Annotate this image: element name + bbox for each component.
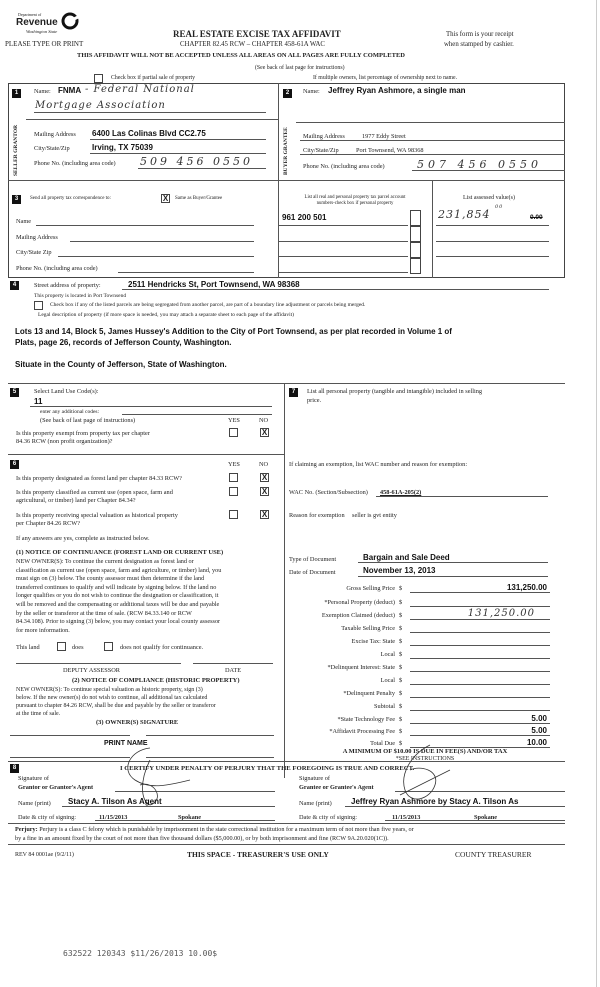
divider (432, 180, 433, 278)
currency-symbol: $ (399, 664, 403, 671)
forest-no-checkbox[interactable]: X (261, 473, 268, 482)
currency-symbol: $ (399, 703, 403, 710)
grantor-signature-label: Signature of (18, 775, 49, 782)
personal-property-checkbox[interactable] (410, 242, 421, 258)
owner-signature-field[interactable] (10, 735, 130, 736)
exempt-question: Is this property exempt from property tax per chapter (16, 430, 150, 437)
doc-type[interactable]: Bargain and Sale Deed (363, 553, 450, 562)
currency-symbol: $ (399, 599, 403, 606)
underline (90, 139, 266, 140)
wac-label: WAC No. (Section/Subsection) (289, 489, 368, 496)
current-use-yes-checkbox[interactable] (229, 487, 238, 496)
partial-sale-checkbox[interactable] (94, 74, 103, 83)
underline (278, 241, 408, 242)
forest-yes-checkbox[interactable] (229, 473, 238, 482)
parcel-header-2: numbers-check box if personal property (316, 201, 394, 206)
underline (300, 154, 565, 155)
additional-codes-label: enter any additional codes: (40, 409, 100, 415)
grantor-date[interactable]: 11/15/2013 (99, 814, 128, 821)
underline (278, 256, 408, 257)
deputy-assessor-label: DEPUTY ASSESSOR (63, 667, 120, 674)
fee-underline (410, 658, 550, 659)
buyer-side-label: BUYER GRANTEE (283, 127, 289, 176)
assessed-header: List assessed value(s) (463, 195, 515, 201)
underline (122, 289, 549, 290)
personal-property-checkbox[interactable] (410, 258, 421, 274)
personal-property-label-2: price. (307, 397, 322, 404)
grantor-name-label: Name (print) (18, 800, 51, 807)
parcel-number[interactable]: 961 200 501 (282, 213, 327, 222)
this-land-label: This land (16, 644, 40, 651)
grantee-city[interactable]: Spokane (474, 814, 498, 821)
section-number: 1 (12, 89, 21, 98)
underline (436, 225, 549, 226)
fee-label: Local (380, 677, 395, 684)
sec3-city-label: City/State Zip (16, 249, 52, 256)
fee-label: Taxable Selling Price (341, 625, 395, 632)
currency-symbol: $ (399, 638, 403, 645)
current-use-question: Is this property classified as current use (open space, farm and (16, 489, 173, 496)
date-label: DATE (225, 667, 242, 674)
property-street[interactable]: 2511 Hendricks St, Port Townsend, WA 98368 (128, 280, 300, 289)
currency-symbol: $ (399, 716, 403, 723)
notice-continuance-title: (1) NOTICE OF CONTINUANCE (FOREST LAND OR CURRENT USE) (16, 549, 224, 556)
does-label: does (72, 644, 84, 651)
assessed-struck-value: 0.00 (530, 214, 543, 221)
fee-label: *Affidavit Processing Fee (329, 728, 395, 735)
warning-text: THIS AFFIDAVIT WILL NOT BE ACCEPTED UNLESS ALL AREAS ON ALL PAGES ARE FULLY COMPLETED (77, 52, 405, 59)
deputy-assessor-signature[interactable] (16, 663, 181, 664)
fee-underline (410, 592, 550, 593)
grantee-signature-label: Signature of (299, 775, 330, 782)
owner-signature-field-2[interactable] (146, 735, 274, 736)
fee-underline (410, 710, 550, 711)
instructions-note: (See back of last page for instructions) (255, 65, 345, 71)
owner-signature-title: (3) OWNER(S) SIGNATURE (96, 719, 179, 726)
divider (296, 122, 565, 123)
page-edge (596, 0, 597, 987)
underline (436, 256, 549, 257)
does-not-label: does not qualify for continuance. (120, 644, 204, 651)
buyer-name-label: Name: (303, 88, 320, 95)
section-number: 3 (12, 195, 21, 204)
fee-underline (410, 632, 550, 633)
see-instructions: *SEE INSTRUCTIONS (395, 756, 455, 762)
sec3-city-field[interactable] (58, 256, 254, 257)
underline (412, 170, 565, 171)
currency-symbol: $ (399, 612, 403, 619)
fee-underline (410, 723, 550, 724)
multiple-owners-note: If multiple owners, list percentage of ownership next to name. (313, 75, 458, 81)
sec3-address-field[interactable] (70, 241, 254, 242)
buyer-phone[interactable]: 507 456 0550 (417, 158, 542, 171)
reason-label: Reason for exemption (289, 512, 345, 519)
seller-name-handwritten[interactable]: - Federal National (85, 84, 195, 95)
buyer-city-label: City/State/Zip (303, 147, 339, 154)
seller-phone[interactable]: 509 456 0550 (140, 155, 253, 168)
fee-label: Total Due (370, 740, 395, 747)
section-number: 4 (10, 281, 19, 290)
exemption-reason[interactable]: seller is gvt entity (352, 512, 397, 519)
section-number: 8 (10, 764, 19, 773)
section-number: 5 (10, 388, 19, 397)
legal-description-label: Legal description of property (if more space is needed, you may attach a separate sheet to each page of the affidavit) (38, 312, 294, 318)
form-revision: REV 84 0001ae (9/2/11) (15, 852, 74, 858)
does-not-qualify-checkbox[interactable] (104, 642, 113, 651)
partial-sale-label: Check box if partial sale of property (111, 75, 196, 81)
fee-label: *Delinquent Penalty (343, 690, 395, 697)
receipt-note: This form is your receipt (446, 31, 514, 38)
sec3-name-label: Name (16, 218, 32, 225)
currency-symbol: $ (399, 585, 403, 592)
sec3-phone-field[interactable] (118, 272, 254, 273)
fee-label: Local (380, 651, 395, 658)
fee-label: *State Technology Fee (337, 716, 395, 723)
legal-description-line: Lots 13 and 14, Block 5, James Hussey's Addition to the City of Port Townsend, as per plat recorded in Volume 1 of (15, 327, 452, 336)
perjury-text: Perjury is a class C felony which is punishable by imprisonment in the state correctional institution for a maximum term of not more than five years, or (39, 826, 414, 833)
historic-yes-checkbox[interactable] (229, 510, 238, 519)
notice-compliance-text: NEW OWNER(S): To continue special valuation as historic property, sign (3) below. If the new owner(s) do not wish to continue, all additional tax calculated pursuant to chapter 84.26 RCW, shall be due and payable by the seller or transferor at the time of sale. (16, 687, 216, 717)
notice-continuance-text: NEW OWNER(S): To continue the current designation as forest land or classification as current use (open space, farm and agriculture, or timber) land, you must sign on (3) below. The county assessor must then determine if the land transferred continues to qualify and will indicate by signing below. If the land no longer qualifies or you do not wish to continue the designation or classification, it will be removed and the compensating or additional taxes will be due and payable by the seller or transferor at the time of sale. (RCW 84.33.140 or RCW 84.34.108). Prior to signing (3) below, you may contact your local county assessor for more information. (16, 558, 222, 634)
seller-name-typed[interactable]: FNMA (58, 86, 82, 95)
logo-name: Revenue (16, 17, 58, 28)
historic-question: Is this property receiving special valuation as historical property (16, 512, 178, 519)
segregation-checkbox[interactable] (34, 301, 43, 310)
fee-underline (410, 645, 550, 646)
buyer-city[interactable]: Port Townsend, WA 98368 (356, 147, 424, 154)
revenue-logo-icon (61, 12, 79, 30)
seller-name-label: Name: (34, 88, 51, 95)
street-label: Street address of property: (34, 282, 101, 289)
fee-label: Exemption Claimed (deduct) (321, 612, 395, 619)
fee-value[interactable]: 131,250.00 (506, 583, 547, 592)
fee-value[interactable]: 5.00 (531, 726, 547, 735)
current-use-question-2: agricultural, or timber) land per Chapter 84.34? (16, 497, 136, 504)
grantee-name-label: Name (print) (299, 800, 332, 807)
divider (8, 180, 565, 181)
perjury-text-2: by a fine in an amount fixed by the court of not more than five thousand dollars ($5,000.00), or by both imprisonment and fine (RCW 9A.20.020(1C)). (15, 835, 389, 842)
divider (8, 823, 565, 824)
assessor-date-field[interactable] (193, 663, 273, 664)
yes-header: YES (228, 417, 240, 424)
grantor-city[interactable]: Spokane (178, 814, 202, 821)
section-number: 2 (283, 89, 292, 98)
wac-number[interactable]: 458-61A-205(2) (380, 489, 422, 496)
divider (8, 761, 565, 762)
currency-symbol: $ (399, 677, 403, 684)
seller-phone-label: Phone No. (including area code) (34, 160, 116, 167)
currency-symbol: $ (399, 740, 403, 747)
divider (26, 119, 278, 120)
land-use-label: Select Land Use Code(s): (34, 388, 99, 395)
logo-dept: Department of (18, 12, 42, 17)
please-type: PLEASE TYPE OR PRINT (5, 40, 84, 48)
notice-compliance-title: (2) NOTICE OF COMPLIANCE (HISTORIC PROPERTY) (72, 677, 240, 684)
currency-symbol: $ (399, 690, 403, 697)
receipt-note-2: when stamped by cashier. (444, 41, 514, 48)
forest-land-question: Is this property designated as forest land per chapter 84.33 RCW? (16, 475, 182, 482)
grantor-name[interactable]: Stacy A. Tilson As Agent (68, 797, 162, 806)
land-use-code[interactable]: 11 (34, 397, 43, 406)
seller-name-handwritten-2[interactable]: Mortgage Association (35, 100, 166, 111)
fee-underline (410, 619, 550, 620)
no-header: NO (259, 461, 269, 468)
personal-property-checkbox[interactable] (410, 210, 421, 226)
seller-city[interactable]: Irving, TX 75039 (92, 143, 153, 152)
legal-description-line: Situate in the County of Jefferson, State of Washington. (15, 360, 227, 369)
underline (345, 806, 565, 807)
buyer-name[interactable]: Jeffrey Ryan Ashmore, a single man (328, 86, 466, 95)
minimum-due-note: A MINIMUM OF $10.00 IS DUE IN FEE(S) AND/OR TAX (342, 748, 508, 755)
underline (376, 496, 548, 497)
sec3-name-field[interactable] (36, 225, 254, 226)
additional-codes-field[interactable] (122, 414, 272, 415)
same-as-buyer-checkbox[interactable]: X (162, 194, 169, 203)
fee-value[interactable]: 131,250.00 (467, 608, 535, 619)
underline (62, 806, 275, 807)
located-in: This property is located in Port Townsend (34, 293, 127, 299)
fee-value[interactable]: 5.00 (531, 714, 547, 723)
segregation-label: Check box if any of the listed parcels are being segregated from another parcel, are part of a boundary line adjustment or parcels being merged. (50, 302, 366, 308)
underline (138, 168, 266, 169)
divider (8, 844, 565, 845)
seller-city-label: City/State/Zip (34, 145, 70, 152)
underline (278, 272, 408, 273)
underline (385, 820, 565, 821)
fee-underline (410, 671, 550, 672)
divider (8, 383, 565, 384)
exemption-label: If claiming an exemption, list WAC number and reason for exemption: (289, 461, 468, 468)
yes-header: YES (228, 461, 240, 468)
buyer-address[interactable]: 1977 Eddy Street (362, 133, 406, 140)
if-yes-note: If any answers are yes, complete as instructed below. (16, 535, 150, 542)
does-qualify-checkbox[interactable] (57, 642, 66, 651)
underline (34, 112, 266, 113)
historic-no-checkbox[interactable]: X (261, 510, 268, 519)
underline (95, 820, 275, 821)
underline (436, 241, 549, 242)
fee-label: Subtotal (374, 703, 395, 710)
grantor-date-label: Date & city of signing: (18, 814, 77, 821)
see-back-note: (See back of last page of instructions) (40, 417, 136, 424)
fee-underline (410, 606, 550, 607)
fee-underline (410, 697, 550, 698)
fee-label: *Delinquent Interest: State (327, 664, 395, 671)
seller-side-label: SELLER GRANTOR (13, 124, 19, 176)
form-title: REAL ESTATE EXCISE TAX AFFIDAVIT (173, 29, 341, 39)
grantor-agent-label: Grantor or Grantor's Agent (18, 784, 94, 791)
logo-state: Washington State (26, 29, 58, 34)
legal-description-line: Plats, page 26, records of Jefferson County, Washington. (15, 338, 232, 347)
treasurer-only-label: THIS SPACE - TREASURER'S USE ONLY (187, 850, 329, 859)
doc-date-label: Date of Document (289, 569, 336, 576)
section-number: 7 (289, 388, 298, 397)
fee-label: Gross Selling Price (346, 585, 395, 592)
same-as-buyer-label: Same as Buyer/Grantee (175, 196, 223, 201)
exempt-question-2: 84.36 RCW (non profit organization)? (16, 438, 113, 445)
currency-symbol: $ (399, 651, 403, 658)
perjury-label: Perjury: (15, 826, 38, 833)
doc-date[interactable]: November 13, 2013 (363, 566, 436, 575)
cashier-stamp: 632522 120343 $11/26/2013 10.00$ (63, 949, 218, 958)
buyer-phone-label: Phone No. (including area code) (303, 163, 385, 170)
sec3-address-label: Mailing Address (16, 234, 58, 241)
send-correspondence-label: Send all property tax correspondence to: (30, 196, 111, 201)
county-treasurer-label: COUNTY TREASURER (455, 850, 532, 859)
personal-property-checkbox[interactable] (410, 226, 421, 242)
parcel-header: List all real and personal property tax parcel account (304, 195, 406, 200)
fee-label: *Personal Property (deduct) (324, 599, 395, 606)
seller-address[interactable]: 6400 Las Colinas Blvd CC2.75 (92, 129, 206, 138)
no-header: NO (259, 417, 269, 424)
currency-symbol: $ (399, 728, 403, 735)
form-chapter: CHAPTER 82.45 RCW – CHAPTER 458-61A WAC (180, 41, 325, 48)
certify-statement: I CERTIFY UNDER PENALTY OF PERJURY THAT THE FOREGOING IS TRUE AND CORRECT. (120, 765, 415, 772)
current-use-no-checkbox[interactable]: X (261, 487, 268, 496)
fee-label: Excise Tax: State (351, 638, 395, 645)
buyer-address-label: Mailing Address (303, 133, 345, 140)
underline (300, 140, 565, 141)
currency-symbol: $ (399, 625, 403, 632)
underline (358, 576, 548, 577)
underline (90, 153, 266, 154)
grantee-name[interactable]: Jeffrey Ryan Ashmore by Stacy A. Tilson As (351, 797, 519, 806)
underline (30, 406, 272, 407)
grantee-date[interactable]: 11/15/2013 (392, 814, 421, 821)
doc-type-label: Type of Document (289, 556, 337, 563)
section-number: 6 (10, 460, 19, 469)
assessed-cents: 00 (495, 204, 504, 210)
sec3-phone-label: Phone No. (including area code) (16, 265, 98, 272)
grantee-agent-label: Grantee or Grantee's Agent (299, 784, 374, 791)
historic-question-2: per Chapter 84.26 RCW? (16, 520, 81, 527)
fee-underline (410, 735, 550, 736)
exempt-no-checkbox[interactable]: X (261, 428, 268, 437)
fee-underline (410, 684, 550, 685)
print-name-label: PRINT NAME (104, 740, 148, 747)
assessed-value[interactable]: 231,854 (438, 208, 491, 221)
exempt-yes-checkbox[interactable] (229, 428, 238, 437)
underline (358, 562, 548, 563)
underline (278, 225, 408, 226)
grantee-date-label: Date & city of signing: (299, 814, 358, 821)
fee-value[interactable]: 10.00 (526, 738, 547, 747)
seller-address-label: Mailing Address (34, 131, 76, 138)
divider (8, 454, 284, 455)
personal-property-label: List all personal property (tangible and intangible) included in selling (307, 388, 483, 395)
